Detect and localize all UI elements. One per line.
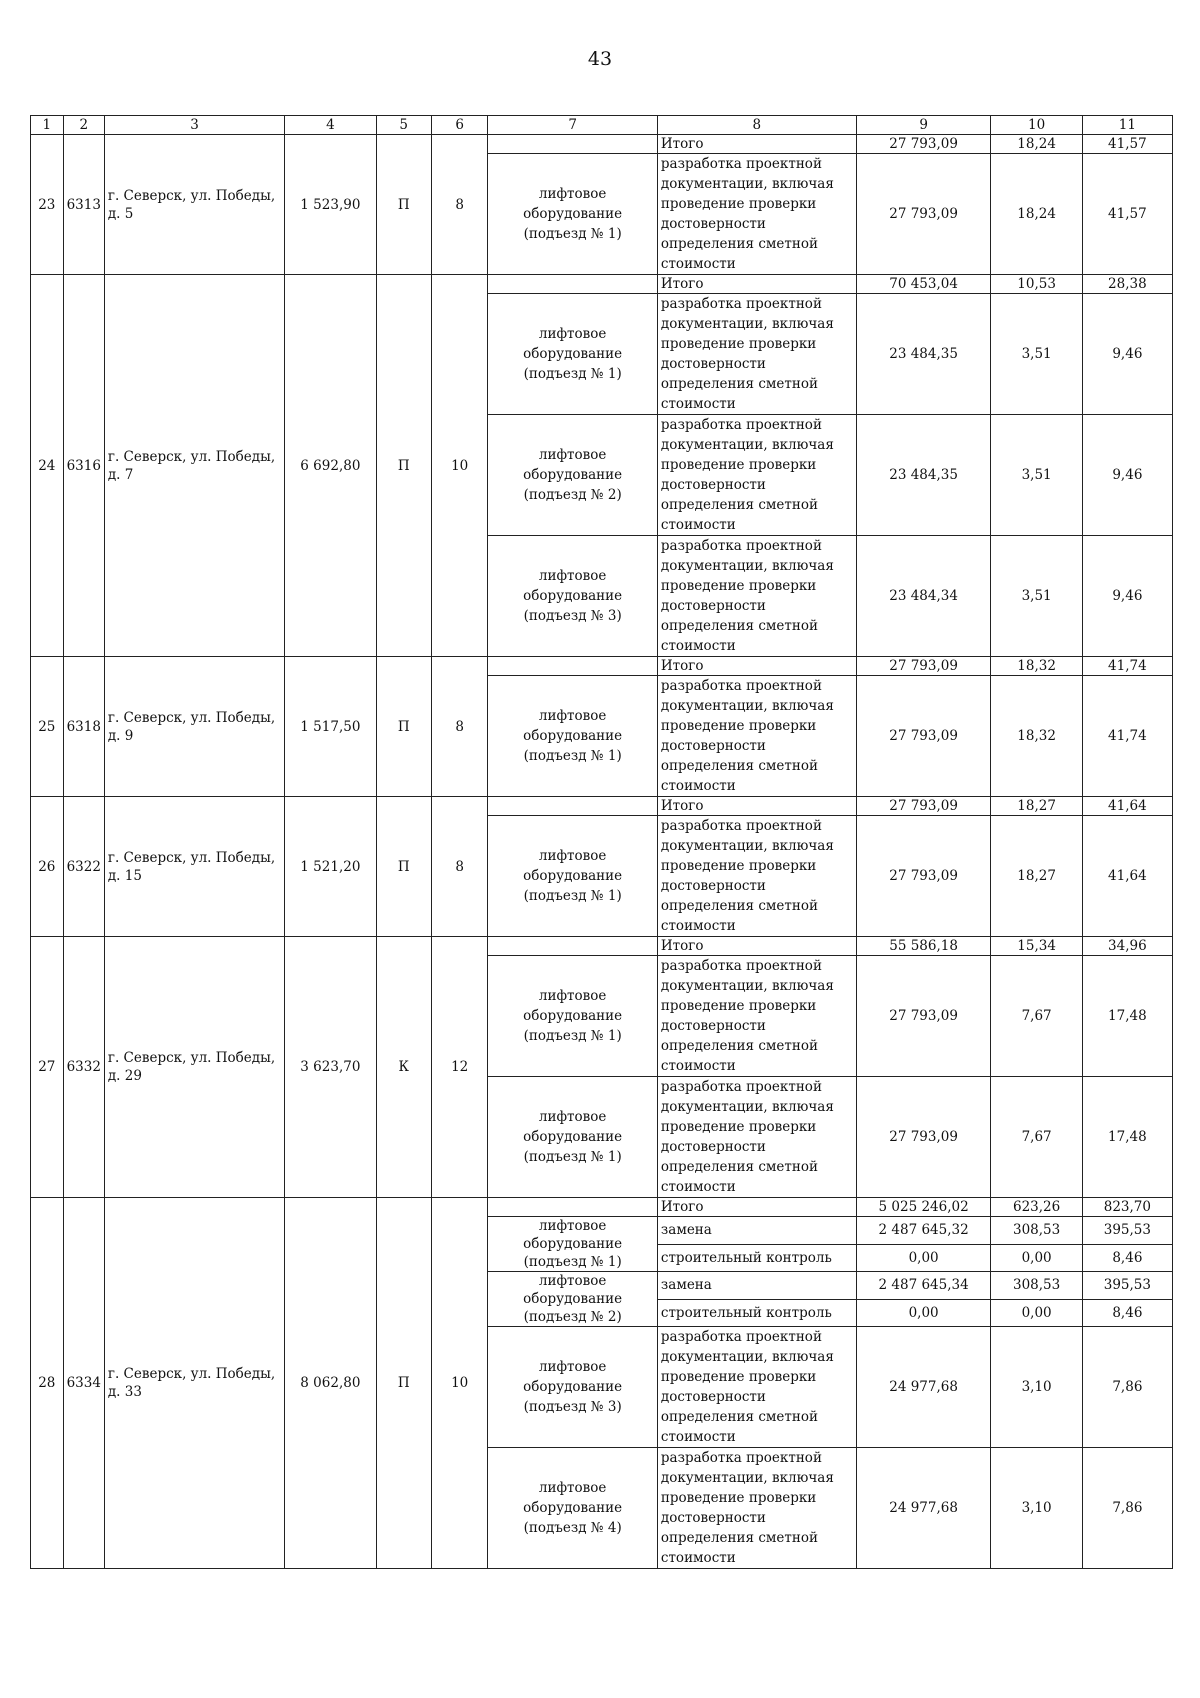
building-address: г. Северск, ул. Победы, д. 33	[104, 1198, 284, 1569]
building-area: 6 692,80	[285, 275, 376, 657]
work-cost-per-sqm: 0,00	[991, 1244, 1082, 1272]
total-element-blank	[488, 135, 658, 154]
total-limit-per-sqm: 34,96	[1082, 937, 1172, 956]
building-area: 8 062,80	[285, 1198, 376, 1569]
total-label: Итого	[657, 275, 856, 294]
work-cost-per-sqm: 7,67	[991, 956, 1082, 1077]
col-header: 10	[991, 116, 1082, 135]
building-type: П	[376, 657, 431, 797]
building-type: П	[376, 797, 431, 937]
element-name: лифтовое оборудование (подъезд № 1)	[488, 676, 658, 797]
building-code: 6318	[63, 657, 104, 797]
work-limit-per-sqm: 41,64	[1082, 816, 1172, 937]
work-limit-per-sqm: 9,46	[1082, 536, 1172, 657]
total-element-blank	[488, 797, 658, 816]
work-limit-per-sqm: 9,46	[1082, 294, 1172, 415]
building-address: г. Северск, ул. Победы, д. 7	[104, 275, 284, 657]
page-number: 43	[587, 48, 613, 70]
floor-count: 8	[431, 657, 488, 797]
building-address: г. Северск, ул. Победы, д. 9	[104, 657, 284, 797]
row-number: 26	[31, 797, 64, 937]
work-cost: 2 487 645,32	[856, 1217, 991, 1245]
repair-schedule-table	[30, 115, 1173, 1569]
row-number: 24	[31, 275, 64, 657]
work-type: разработка проектной документации, включая проведение проверки достоверности определения сметной стоимости	[657, 816, 856, 937]
col-header: 4	[285, 116, 376, 135]
work-limit-per-sqm: 9,46	[1082, 415, 1172, 536]
work-cost-per-sqm: 3,51	[991, 415, 1082, 536]
total-element-blank	[488, 937, 658, 956]
building-address: г. Северск, ул. Победы, д. 29	[104, 937, 284, 1198]
work-cost-per-sqm: 3,10	[991, 1448, 1082, 1569]
work-cost: 24 977,68	[856, 1327, 991, 1448]
group-total-row	[31, 275, 1173, 294]
table-body	[31, 135, 1173, 1569]
work-type: разработка проектной документации, включая проведение проверки достоверности определения сметной стоимости	[657, 956, 856, 1077]
building-address: г. Северск, ул. Победы, д. 15	[104, 797, 284, 937]
total-label: Итого	[657, 797, 856, 816]
work-cost: 24 977,68	[856, 1448, 991, 1569]
work-type: разработка проектной документации, включая проведение проверки достоверности определения сметной стоимости	[657, 294, 856, 415]
building-area: 3 623,70	[285, 937, 376, 1198]
building-code: 6316	[63, 275, 104, 657]
total-element-blank	[488, 275, 658, 294]
total-cost-per-sqm: 18,27	[991, 797, 1082, 816]
element-name: лифтовое оборудование (подъезд № 3)	[488, 536, 658, 657]
element-name: лифтовое оборудование (подъезд № 1)	[488, 816, 658, 937]
total-element-blank	[488, 1198, 658, 1217]
total-cost-per-sqm: 15,34	[991, 937, 1082, 956]
total-limit-per-sqm: 28,38	[1082, 275, 1172, 294]
element-name: лифтовое оборудование (подъезд № 2)	[488, 1272, 658, 1327]
building-code: 6334	[63, 1198, 104, 1569]
col-header: 8	[657, 116, 856, 135]
work-cost: 0,00	[856, 1299, 991, 1327]
work-limit-per-sqm: 17,48	[1082, 956, 1172, 1077]
group-total-row	[31, 797, 1173, 816]
work-cost-per-sqm: 308,53	[991, 1272, 1082, 1300]
element-name: лифтовое оборудование (подъезд № 4)	[488, 1448, 658, 1569]
group-total-row	[31, 1198, 1173, 1217]
work-type: разработка проектной документации, включая проведение проверки достоверности определения сметной стоимости	[657, 676, 856, 797]
total-element-blank	[488, 657, 658, 676]
work-limit-per-sqm: 41,74	[1082, 676, 1172, 797]
work-cost-per-sqm: 308,53	[991, 1217, 1082, 1245]
total-cost-per-sqm: 18,24	[991, 135, 1082, 154]
building-area: 1 523,90	[285, 135, 376, 275]
building-type: П	[376, 275, 431, 657]
floor-count: 8	[431, 135, 488, 275]
element-name: лифтовое оборудование (подъезд № 1)	[488, 154, 658, 275]
group-total-row	[31, 937, 1173, 956]
work-cost: 27 793,09	[856, 154, 991, 275]
element-name: лифтовое оборудование (подъезд № 2)	[488, 415, 658, 536]
row-number: 23	[31, 135, 64, 275]
floor-count: 10	[431, 1198, 488, 1569]
work-limit-per-sqm: 7,86	[1082, 1327, 1172, 1448]
total-cost-per-sqm: 18,32	[991, 657, 1082, 676]
row-number: 25	[31, 657, 64, 797]
work-cost: 23 484,35	[856, 294, 991, 415]
total-cost: 27 793,09	[856, 797, 991, 816]
building-address: г. Северск, ул. Победы, д. 5	[104, 135, 284, 275]
building-code: 6313	[63, 135, 104, 275]
total-label: Итого	[657, 657, 856, 676]
row-number: 27	[31, 937, 64, 1198]
work-limit-per-sqm: 395,53	[1082, 1217, 1172, 1245]
total-limit-per-sqm: 41,64	[1082, 797, 1172, 816]
work-cost: 27 793,09	[856, 1077, 991, 1198]
total-cost: 55 586,18	[856, 937, 991, 956]
work-cost: 27 793,09	[856, 816, 991, 937]
col-header: 11	[1082, 116, 1172, 135]
total-cost: 5 025 246,02	[856, 1198, 991, 1217]
work-type: строительный контроль	[657, 1244, 856, 1272]
building-type: П	[376, 1198, 431, 1569]
work-type: строительный контроль	[657, 1299, 856, 1327]
element-name: лифтовое оборудование (подъезд № 1)	[488, 956, 658, 1077]
building-type: К	[376, 937, 431, 1198]
col-header: 7	[488, 116, 658, 135]
work-limit-per-sqm: 41,57	[1082, 154, 1172, 275]
building-area: 1 521,20	[285, 797, 376, 937]
work-limit-per-sqm: 395,53	[1082, 1272, 1172, 1300]
work-cost: 2 487 645,34	[856, 1272, 991, 1300]
work-limit-per-sqm: 7,86	[1082, 1448, 1172, 1569]
group-total-row	[31, 657, 1173, 676]
work-type: разработка проектной документации, включая проведение проверки достоверности определения сметной стоимости	[657, 1077, 856, 1198]
work-type: разработка проектной документации, включая проведение проверки достоверности определения сметной стоимости	[657, 415, 856, 536]
col-header: 2	[63, 116, 104, 135]
col-header: 9	[856, 116, 991, 135]
work-cost: 0,00	[856, 1244, 991, 1272]
element-name: лифтовое оборудование (подъезд № 1)	[488, 1077, 658, 1198]
work-cost-per-sqm: 18,27	[991, 816, 1082, 937]
work-type: разработка проектной документации, включая проведение проверки достоверности определения сметной стоимости	[657, 536, 856, 657]
floor-count: 8	[431, 797, 488, 937]
work-cost: 27 793,09	[856, 676, 991, 797]
work-limit-per-sqm: 8,46	[1082, 1244, 1172, 1272]
total-cost: 70 453,04	[856, 275, 991, 294]
element-name: лифтовое оборудование (подъезд № 3)	[488, 1327, 658, 1448]
work-cost: 27 793,09	[856, 956, 991, 1077]
work-type: разработка проектной документации, включая проведение проверки достоверности определения сметной стоимости	[657, 154, 856, 275]
work-cost: 23 484,34	[856, 536, 991, 657]
work-type: разработка проектной документации, включая проведение проверки достоверности определения сметной стоимости	[657, 1327, 856, 1448]
total-limit-per-sqm: 41,74	[1082, 657, 1172, 676]
group-total-row	[31, 135, 1173, 154]
col-header: 6	[431, 116, 488, 135]
work-limit-per-sqm: 17,48	[1082, 1077, 1172, 1198]
building-code: 6322	[63, 797, 104, 937]
work-limit-per-sqm: 8,46	[1082, 1299, 1172, 1327]
floor-count: 10	[431, 275, 488, 657]
work-type: замена	[657, 1217, 856, 1245]
col-header: 1	[31, 116, 64, 135]
total-label: Итого	[657, 135, 856, 154]
work-cost-per-sqm: 18,24	[991, 154, 1082, 275]
col-header: 5	[376, 116, 431, 135]
work-type: замена	[657, 1272, 856, 1300]
floor-count: 12	[431, 937, 488, 1198]
element-name: лифтовое оборудование (подъезд № 1)	[488, 294, 658, 415]
work-cost-per-sqm: 0,00	[991, 1299, 1082, 1327]
work-cost: 23 484,35	[856, 415, 991, 536]
element-name: лифтовое оборудование (подъезд № 1)	[488, 1217, 658, 1272]
col-header: 3	[104, 116, 284, 135]
total-cost-per-sqm: 623,26	[991, 1198, 1082, 1217]
building-type: П	[376, 135, 431, 275]
total-limit-per-sqm: 823,70	[1082, 1198, 1172, 1217]
work-cost-per-sqm: 7,67	[991, 1077, 1082, 1198]
work-cost-per-sqm: 18,32	[991, 676, 1082, 797]
work-cost-per-sqm: 3,51	[991, 536, 1082, 657]
total-label: Итого	[657, 1198, 856, 1217]
total-label: Итого	[657, 937, 856, 956]
total-cost-per-sqm: 10,53	[991, 275, 1082, 294]
total-limit-per-sqm: 41,57	[1082, 135, 1172, 154]
building-area: 1 517,50	[285, 657, 376, 797]
building-code: 6332	[63, 937, 104, 1198]
work-type: разработка проектной документации, включая проведение проверки достоверности определения сметной стоимости	[657, 1448, 856, 1569]
total-cost: 27 793,09	[856, 135, 991, 154]
row-number: 28	[31, 1198, 64, 1569]
column-number-row	[31, 116, 1173, 135]
work-cost-per-sqm: 3,51	[991, 294, 1082, 415]
total-cost: 27 793,09	[856, 657, 991, 676]
work-cost-per-sqm: 3,10	[991, 1327, 1082, 1448]
